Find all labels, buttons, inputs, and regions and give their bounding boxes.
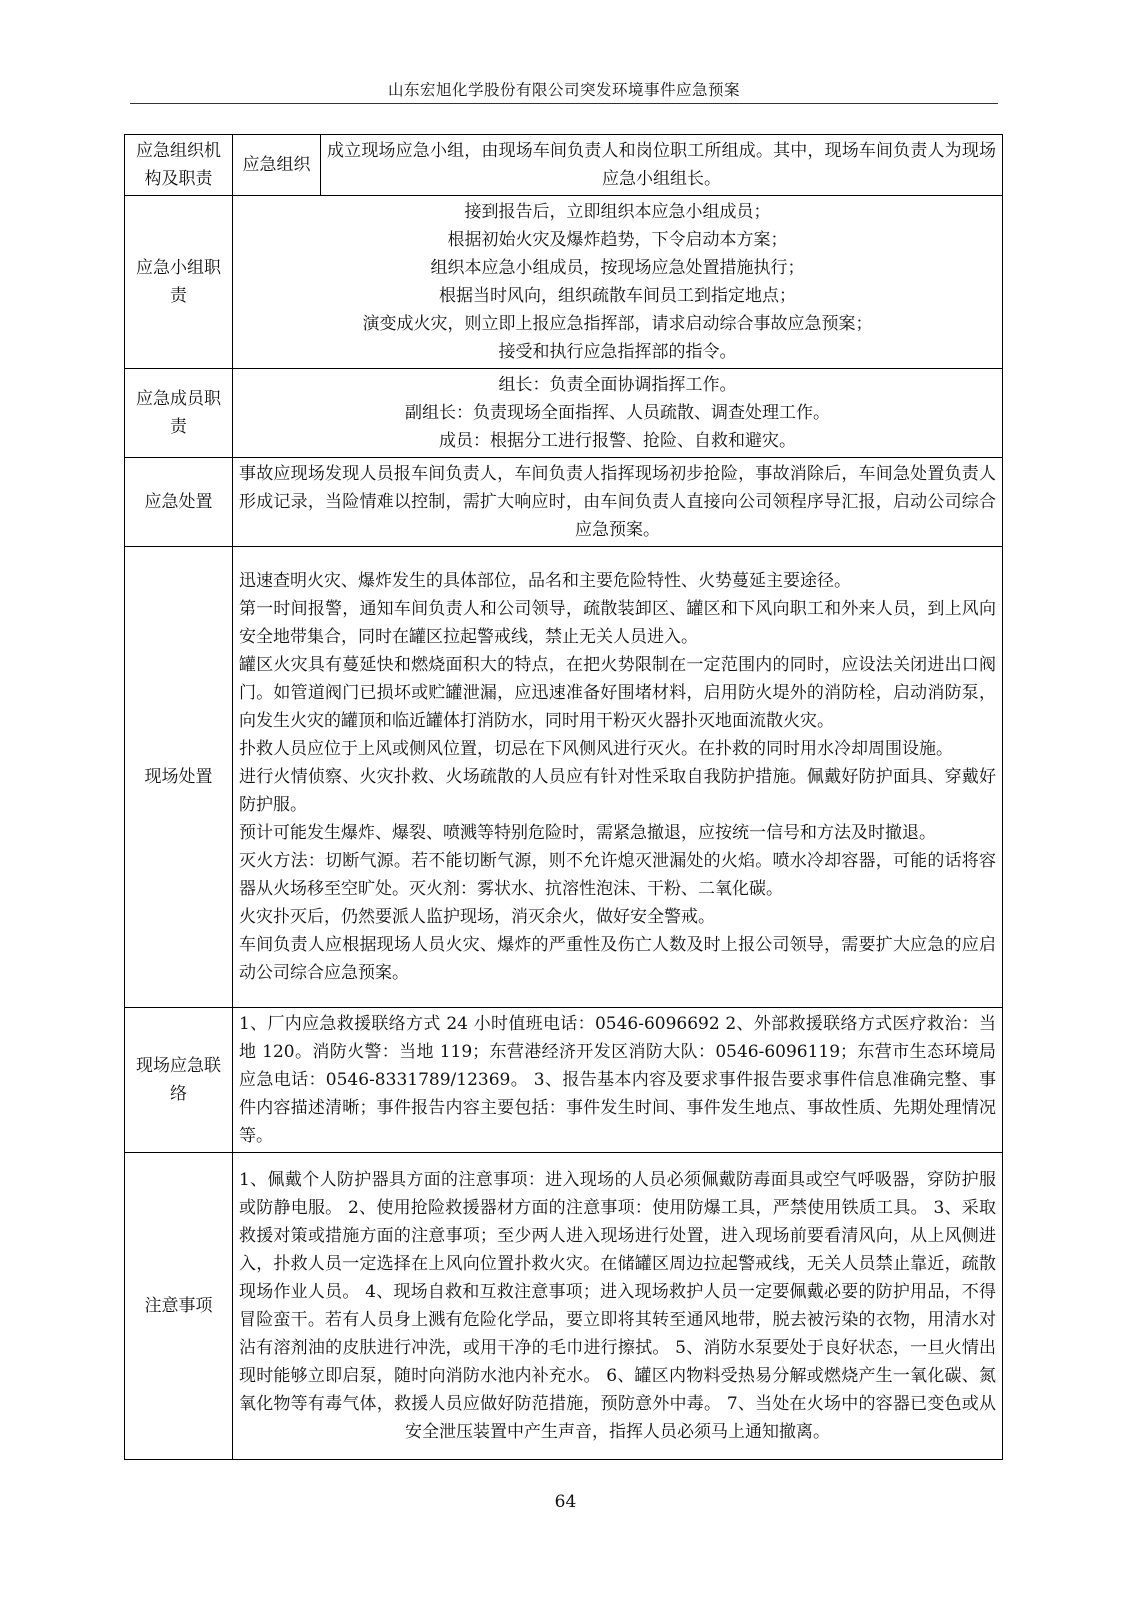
duty-line: 根据初始火灾及爆炸趋势，下令启动本方案； [447, 230, 788, 250]
onsite-paragraph: 第一时间报警，通知车间负责人和公司领导，疏散装卸区、罐区和下风向职工和外来人员，到上风向安全地带集合，同时在罐区拉起警戒线，禁止无关人员进入。 [239, 599, 996, 647]
row-sublabel-org: 应急组织 [233, 135, 321, 196]
duty-line: 组织本应急小组成员，按现场应急处置措施执行； [430, 258, 805, 278]
row-content-response: 事故应现场发现人员报车间负责人，车间负责人指挥现场初步抢险，事故消除后，车间急处置负责人形成记录，当险情难以控制，需扩大响应时，由车间负责人直接向公司领程序导汇报，启动公司综合应急预案。 [233, 458, 1003, 547]
onsite-paragraph: 罐区火灾具有蔓延快和燃烧面积大的特点，在把火势限制在一定范围内的同时，应设法关闭进出口阀门。如管道阀门已损坏或贮罐泄漏，应迅速准备好围堵材料，启用防火堤外的消防栓，启动消防泵，向发生火灾的罐顶和临近罐体打消防水，同时用干粉灭火器扑灭地面流散火灾。 [239, 655, 996, 731]
row-org [125, 135, 1003, 196]
onsite-paragraph: 进行火情侦察、火灾扑救、火场疏散的人员应有针对性采取自我防护措施。佩戴好防护面具、穿戴好防护服。 [239, 767, 996, 815]
row-onsite [125, 547, 1003, 1008]
row-label-org: 应急组织机构及职责 [125, 135, 233, 196]
row-group-duty [125, 196, 1003, 369]
onsite-paragraph: 灭火方法：切断气源。若不能切断气源，则不允许熄灭泄漏处的火焰。喷水冷却容器，可能的话将容器从火场移至空旷处。灭火剂：雾状水、抗溶性泡沫、干粉、二氧化碳。 [239, 851, 996, 899]
document-header: 山东宏旭化学股份有限公司突发环境事件应急预案 [387, 81, 740, 99]
onsite-paragraph: 预计可能发生爆炸、爆裂、喷溅等特别危险时，需紧急撤退，应按统一信号和方法及时撤退。 [239, 823, 936, 843]
row-content-group-duty [233, 196, 1003, 369]
row-label-contact: 现场应急联络 [125, 1008, 233, 1153]
row-member-duty [125, 369, 1003, 458]
emergency-plan-table [124, 134, 1003, 1460]
duty-line: 演变成火灾，则立即上报应急指挥部，请求启动综合事故应急预案； [362, 314, 873, 334]
row-response [125, 458, 1003, 547]
onsite-paragraph: 车间负责人应根据现场人员火灾、爆炸的严重性及伤亡人数及时上报公司领导，需要扩大应急的应启动公司综合应急预案。 [239, 935, 996, 983]
row-content-onsite [233, 547, 1003, 1008]
row-label-group-duty: 应急小组职责 [125, 196, 233, 369]
onsite-paragraph: 迅速查明火灾、爆炸发生的具体部位，品名和主要危险特性、火势蔓延主要途径。 [239, 571, 851, 591]
duty-line: 接受和执行应急指挥部的指令。 [498, 342, 737, 362]
page-number: 64 [554, 1492, 577, 1512]
onsite-paragraph: 火灾扑灭后，仍然要派人监护现场，消灭余火，做好安全警戒。 [239, 907, 715, 927]
row-content-org: 成立现场应急小组，由现场车间负责人和岗位职工所组成。其中，现场车间负责人为现场应急小组组长。 [321, 135, 1003, 196]
row-label-member-duty: 应急成员职责 [125, 369, 233, 458]
row-contact [125, 1008, 1003, 1153]
duty-line: 根据当时风向，组织疏散车间员工到指定地点； [439, 286, 796, 306]
row-content-contact: 1、厂内应急救援联络方式 24 小时值班电话：0546-6096692 2、外部救援联络方式医疗救治：当地 120。消防火警：当地 119；东营港经济开发区消防大队：0546-6096119；东营市生态环境局应急电话：0546-8331789/12369。 3、报告基本内容及要求事件报告要求事件信息准确完整、事件内容描述清晰；事件报告内容主要包括：事件发生时间、事件发生地点、事故性质、先期处理情况等。 [233, 1008, 1003, 1153]
row-content-notes: 1、佩戴个人防护器具方面的注意事项：进入现场的人员必须佩戴防毒面具或空气呼吸器，穿防护服或防静电服。 2、使用抢险救援器材方面的注意事项：使用防爆工具，严禁使用铁质工具。 3、采取救援对策或措施方面的注意事项；至少两人进入现场进行处置，进入现场前要看清风向，从上风侧进入，扑救人员一定选择在上风向位置扑救火灾。在储罐区周边拉起警戒线，无关人员禁止靠近，疏散现场作业人员。 4、现场自救和互救注意事项；进入现场救护人员一定要佩戴必要的防护用品，不得冒险蛮干。若有人员身上溅有危险化学品，要立即将其转至通风地带，脱去被污染的衣物，用清水对沾有溶剂油的皮肤进行冲洗，或用干净的毛巾进行擦拭。 5、消防水泵要处于良好状态，一旦火情出现时能够立即启泵，随时向消防水池内补充水。 6、罐区内物料受热易分解或燃烧产生一氧化碳、氮氧化物等有毒气体，救援人员应做好防范措施，预防意外中毒。 7、当处在火场中的容器已变色或从安全泄压装置中产生声音，指挥人员必须马上通知撤离。 [233, 1153, 1003, 1460]
row-notes [125, 1153, 1003, 1460]
duty-line: 接到报告后，立即组织本应急小组成员； [464, 202, 771, 222]
row-label-notes: 注意事项 [125, 1153, 233, 1460]
header-divider [130, 103, 998, 104]
member-line: 成员：根据分工进行报警、抢险、自救和避灾。 [439, 431, 796, 451]
onsite-paragraph: 扑救人员应位于上风或侧风位置，切忌在下风侧风进行灭火。在扑救的同时用水冷却周围设施。 [239, 739, 953, 759]
member-line: 组长：负责全面协调指挥工作。 [498, 375, 737, 395]
row-label-onsite: 现场处置 [125, 547, 233, 1008]
row-label-response: 应急处置 [125, 458, 233, 547]
member-line: 副组长：负责现场全面指挥、人员疏散、调查处理工作。 [405, 403, 830, 423]
row-content-member-duty [233, 369, 1003, 458]
